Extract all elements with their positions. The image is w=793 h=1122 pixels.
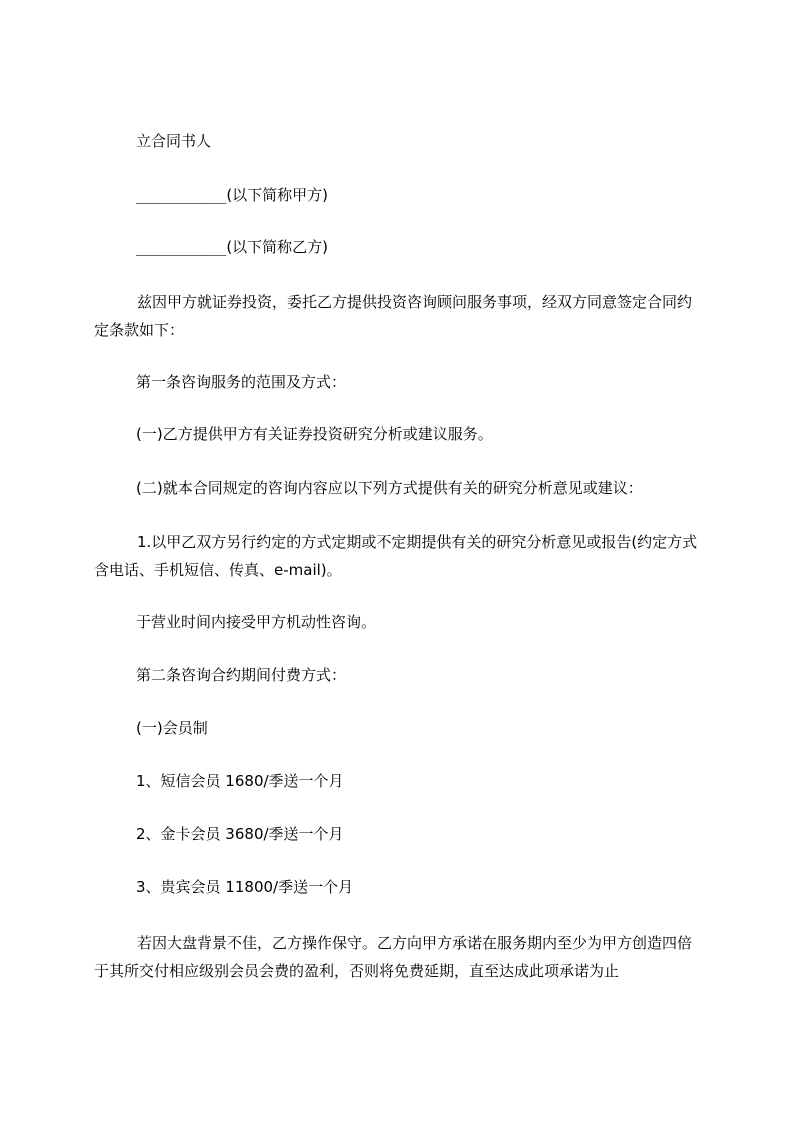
article1-sub1-paragraph: 1.以甲乙双方另行约定的方式定期或不定期提供有关的研究分析意见或报告(约定方式含电话、手机短信、传真、e-mail)。 [94, 533, 698, 579]
membership-item: 3、贵宾会员 11800/季送一个月 [136, 878, 354, 896]
party-a-blank: __________ [136, 186, 227, 204]
party-b-label: (以下简称乙方) [226, 238, 329, 256]
party-b-blank: __________ [136, 238, 227, 256]
article1-item2: (二)就本合同规定的咨询内容应以下列方式提供有关的研究分析意见或建议： [136, 479, 643, 497]
article1-sub2: 于营业时间内接受甲方机动性咨询。 [136, 613, 377, 631]
article2-item1: (一)会员制 [136, 719, 208, 737]
closing-paragraph: 若因大盘背景不佳，乙方操作保守。乙方向甲方承诺在服务期内至少为甲方创造四倍于其所交付相应级别会员会费的盈利，否则将免费延期，直至达成此项承诺为止 [94, 934, 693, 980]
article2-title: 第二条咨询合约期间付费方式： [136, 666, 347, 684]
article1-title: 第一条咨询服务的范围及方式： [136, 373, 347, 391]
intro-paragraph: 兹因甲方就证券投资，委托乙方提供投资咨询顾问服务事项，经双方同意签定合同约定条款如下： [94, 293, 693, 339]
membership-item: 2、金卡会员 3680/季送一个月 [136, 825, 344, 843]
membership-item: 1、短信会员 1680/季送一个月 [136, 772, 344, 790]
party-a-line [136, 186, 328, 204]
party-b-line [136, 238, 328, 256]
article1-item1: (一)乙方提供甲方有关证券投资研究分析或建议服务。 [136, 425, 493, 443]
party-a-label: (以下简称甲方) [226, 186, 329, 204]
contract-heading: 立合同书人 [136, 132, 212, 150]
